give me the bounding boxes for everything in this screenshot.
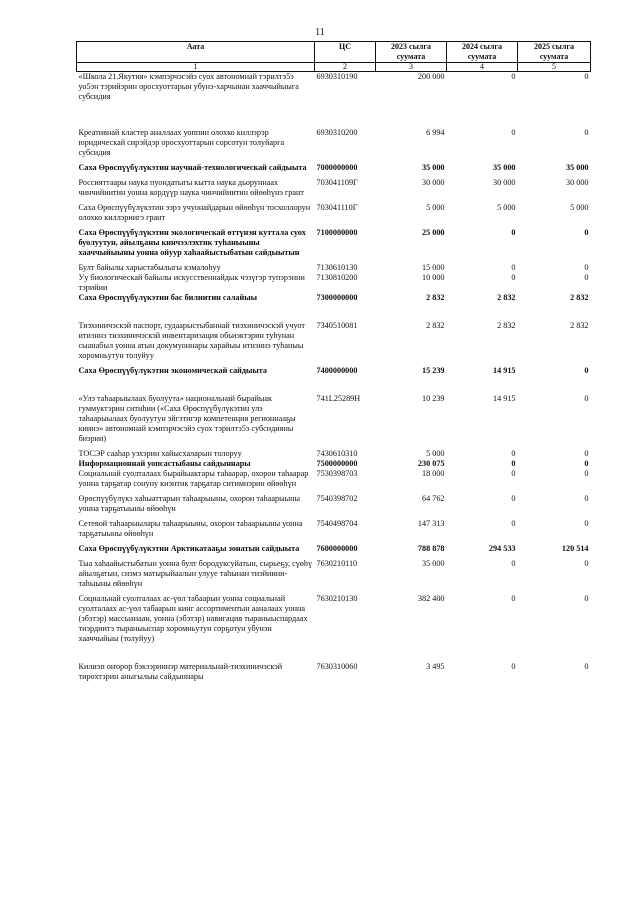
row-2025: 0 [584, 493, 589, 503]
row-code: 7100000000 [316, 227, 358, 237]
row-code: 7430610310 [316, 448, 358, 458]
row-code: 7600000000 [316, 543, 358, 553]
row-2023: 18 000 [421, 468, 445, 478]
header-number: 3 [376, 62, 447, 71]
header-2023: 2023 сылга суумата [376, 42, 447, 63]
table-row [77, 71, 591, 128]
table-row [77, 559, 591, 594]
row-2024: 0 [511, 227, 516, 237]
row-2023: 15 239 [421, 365, 445, 375]
row-2023: 10 239 [421, 393, 445, 403]
row-2023: 5 000 [426, 202, 445, 212]
row-name: Саха Өрөспүүбүлүкэтин Арктикатааҕы зонатын сайдыыта [78, 543, 300, 553]
table-row [77, 263, 591, 273]
table-row [77, 178, 591, 203]
row-name: Саха Өрөспүүбүлүкэтин ээрэ учуонайдарын өйөөһүн тосхоллорун олохко киллэриигэ грант [78, 202, 311, 222]
row-code: 7340510081 [316, 320, 358, 330]
row-code: 741L25289H [316, 393, 361, 403]
row-2024: 0 [511, 272, 516, 282]
row-2024: 0 [511, 518, 516, 528]
table-row [77, 449, 591, 459]
row-2025: 0 [584, 272, 589, 282]
table-row [77, 544, 591, 559]
row-name: Креативнай кластер аналлаах уоппин олохко киллэрэр юридическай сирэйдэр оросхуоттарын сорсотун толуйарга субсидия [78, 127, 285, 157]
table-row [77, 293, 591, 321]
row-2024: 0 [511, 458, 516, 468]
table-row [77, 469, 591, 494]
row-2024: 0 [511, 661, 516, 671]
row-code: 7630210110 [316, 558, 358, 568]
row-2025: 35 000 [565, 162, 589, 172]
row-2024: 0 [511, 262, 516, 272]
row-2023: 5 000 [426, 448, 445, 458]
row-code: 7130810200 [316, 272, 358, 282]
row-name: Сетевой таһаарыылары таһаарыыны, охорон таһаарыыны уонна тарҕатыыны өйөөһүн [78, 518, 303, 538]
table-row [77, 594, 591, 662]
row-2023: 382 400 [417, 593, 445, 603]
row-name: Информационнай уопсастыбаны сайдыннары [78, 458, 251, 468]
table-row [77, 662, 591, 682]
budget-table [76, 41, 591, 682]
row-name: Саха Өрөспүүбүлүкэтин экологическай өттүнэн куттала суох буолуутун, айылҕаны кинчээлэхтик туһаныыны хааччыйыыны уонна ойуур хаһаайыстыбатын сайдыытын [78, 227, 306, 257]
row-name: ТОСЭР сааһар уэхэрин хайысхаларын толоруу [78, 448, 242, 458]
table-row [77, 163, 591, 178]
table-row [77, 128, 591, 163]
row-name: Социальнай суолталаах бырайыактары таһаарар, охорон таһаарар уонна тарҕатар сонуну киэнтик тарҕатар ситимнэрин өйөөһүн [78, 468, 309, 488]
row-2025: 0 [584, 393, 589, 403]
row-code: 7530398703 [316, 468, 358, 478]
row-2023: 230 075 [417, 458, 445, 468]
row-2024: 294 533 [488, 543, 516, 553]
table-header [77, 42, 591, 72]
row-2024: 2 832 [497, 320, 516, 330]
row-2024: 0 [511, 468, 516, 478]
table-row [77, 519, 591, 544]
table-row [77, 203, 591, 228]
row-2023: 15 000 [421, 262, 445, 272]
row-2025: 0 [584, 365, 589, 375]
row-name: «Школа 21.Якутия» кэмпэрчэсэйэ суох автономнай тэрилтэ5э уо5эн тэрийэрин оросхуоттарын убунэ-харчынан хааччыйыыга субсидия [78, 71, 299, 101]
row-name: Социальнай суолталаах ас-үөл табаарын уонна социальнай суолталаах ас-үөл табаарын кинг ассортиментын ааналаах уонна (эбэтэр) массыанаан, уонна (эбэтэр) навигация тыраныыспардаах тиэрдиитэ тыраныыспар хоромньутун сорҕотун убунэн хааччыйыы (толуйуу) [78, 593, 308, 643]
row-2025: 0 [584, 262, 589, 272]
row-code: 7400000000 [316, 365, 358, 375]
row-2023: 2 832 [426, 320, 445, 330]
row-2023: 147 313 [417, 518, 445, 528]
row-2025: 0 [584, 127, 589, 137]
row-name: Уу биологическай байылы искусственнайдык чэзүгэр тупэрэнни тэрийии [78, 272, 305, 292]
row-2023: 6 994 [426, 127, 445, 137]
row-2025: 0 [584, 518, 589, 528]
header-2025: 2025 сылга суумата [518, 42, 591, 63]
row-name: Тиэхиничэскэй паспорт, судаарыстыбаннай тиэхиничэскэй учуот итиэннэ тиэхиничэскэй инвентаризация обьиэктэрин туһунан сыанабыл уонна атын докумуоннары харайыы итиэннэ туһаныы хоромньутун толуйуу [78, 320, 305, 360]
row-2025: 0 [584, 468, 589, 478]
row-code: 7630310060 [316, 661, 358, 671]
row-2024: 30 000 [492, 177, 516, 187]
row-2025: 0 [584, 227, 589, 237]
row-name: Саха Өрөспүүбүлүкэтин научнай-технологическай сайдыыта [78, 162, 307, 172]
row-2024: 0 [511, 127, 516, 137]
header-name: Аата [77, 42, 315, 63]
row-2024: 35 000 [492, 162, 516, 172]
row-code: 7540498704 [316, 518, 358, 528]
row-2025: 120 514 [561, 543, 589, 553]
header-cs: ЦС [315, 42, 376, 63]
row-2023: 200 000 [417, 71, 445, 81]
row-2025: 0 [584, 71, 589, 81]
row-name: Килиэп оҥорор бэкээриннэр материальнай-тиэхиничэскэй тирохтэрин аныгылыы сайдыннары [78, 661, 283, 681]
row-2025: 0 [584, 458, 589, 468]
row-2023: 2 832 [426, 292, 445, 302]
row-code: 7300000000 [316, 292, 358, 302]
row-2025: 0 [584, 448, 589, 458]
row-2025: 0 [584, 558, 589, 568]
row-2025: 0 [584, 593, 589, 603]
row-2023: 35 000 [421, 558, 445, 568]
header-number: 1 [77, 62, 315, 71]
row-code: 7000000000 [316, 162, 358, 172]
table-row [77, 273, 591, 293]
row-2024: 14 915 [492, 393, 516, 403]
row-name: Булт байылы харыстабылыгы кэмалоһуу [78, 262, 221, 272]
row-2024: 5 000 [497, 202, 516, 212]
row-2024: 14 915 [492, 365, 516, 375]
page-number: 11 [315, 27, 325, 38]
row-2023: 10 000 [421, 272, 445, 282]
row-code: 703041110Г [316, 202, 358, 212]
row-2024: 0 [511, 448, 516, 458]
table-row [77, 494, 591, 519]
row-code: 6930310190 [316, 71, 358, 81]
row-2025: 2 832 [570, 292, 589, 302]
row-2024: 0 [511, 558, 516, 568]
table-body [77, 71, 591, 682]
row-code: 7500000000 [316, 458, 358, 468]
row-name: Россияттаары наука пуондатыгы кытта наука дьоруннаах чинчийиитин уонна кордүүр наука чинчийиитин өйөөһүнэ грант [78, 177, 304, 197]
row-name: Саха Өрөспүүбүлүкэтин бас билиитин салайыы [78, 292, 258, 302]
row-name: Өрөспүүбүлүкэ хаһыаттарын таһаарыыны, охорон таһаарыыны уонна тарҕатыыны өйөөһүн [78, 493, 301, 513]
row-2024: 0 [511, 493, 516, 503]
row-2023: 3 495 [426, 661, 445, 671]
row-2024: 0 [511, 71, 516, 81]
row-2025: 2 832 [570, 320, 589, 330]
row-2023: 64 762 [421, 493, 445, 503]
table-row [77, 366, 591, 394]
row-name: Саха Өрөспүүбүлүкэтин экономическай сайдыыта [78, 365, 268, 375]
row-2023: 25 000 [421, 227, 445, 237]
row-code: 6930310200 [316, 127, 358, 137]
row-2025: 30 000 [565, 177, 589, 187]
header-number: 5 [518, 62, 591, 71]
row-2025: 0 [584, 661, 589, 671]
row-2024: 2 832 [497, 292, 516, 302]
row-code: 7540398702 [316, 493, 358, 503]
row-2023: 788 878 [417, 543, 445, 553]
row-2025: 5 000 [570, 202, 589, 212]
table-row [77, 459, 591, 469]
table-row [77, 321, 591, 366]
row-name: Тыа хаһаайыстыбатын уонна булт бородуксуйатын, сырьеҕу, сүөһү айылҕатын, сизмэ матырыйаалын улууе таһынан тиэйиини-таһыыны өйөөһүн [78, 558, 313, 588]
header-number: 2 [315, 62, 376, 71]
row-code: 7130610130 [316, 262, 358, 272]
header-number: 4 [447, 62, 518, 71]
row-code: 7630210130 [316, 593, 358, 603]
table-row [77, 394, 591, 449]
table-row [77, 228, 591, 263]
row-code: 703041109Г [316, 177, 358, 187]
row-2023: 30 000 [421, 177, 445, 187]
header-2024: 2024 сылга суумата [447, 42, 518, 63]
row-2024: 0 [511, 593, 516, 603]
row-2023: 35 000 [421, 162, 445, 172]
row-name: «Улэ таһаарыылаах буолуута» национальнай бырайыак гуммуктэрин ситиһии («Саха Өрөспүүбүлүкэтин улэ таһаарыылаах буолуутун эйгэтигэр компетенция регионнааҕы киинэ» автономнай кэмпэрчэсэйэ суох тэрилтэ5э субсидияны биэрии) [78, 393, 296, 443]
